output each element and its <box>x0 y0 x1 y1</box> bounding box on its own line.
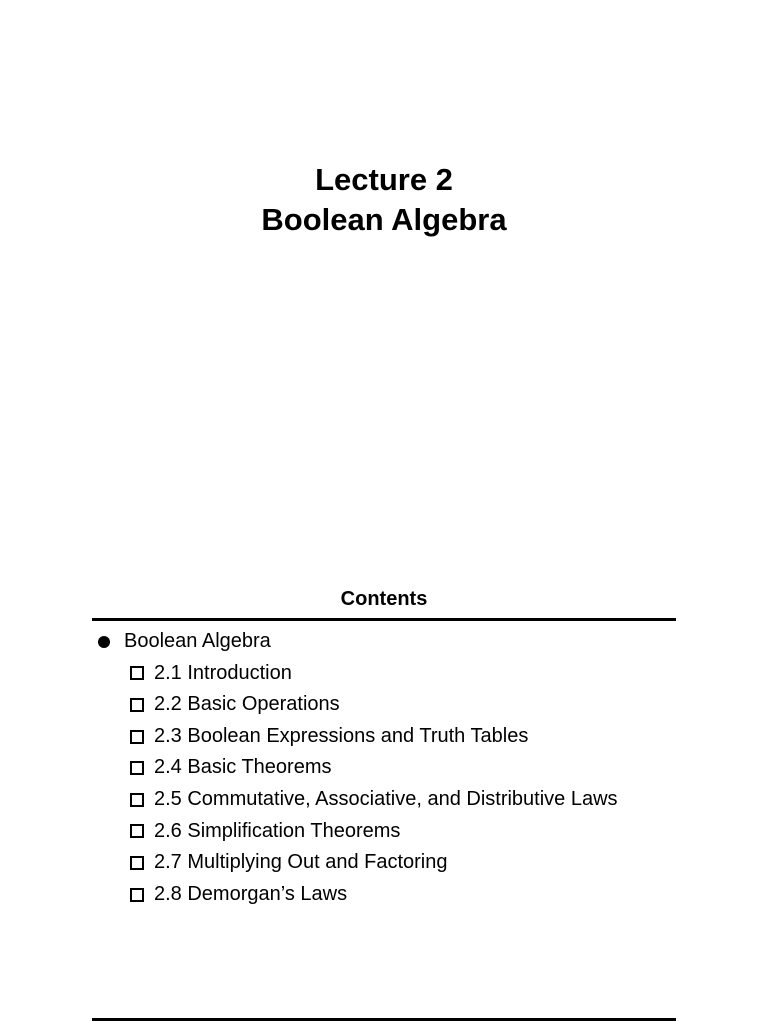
lecture-topic: Boolean Algebra <box>261 202 507 237</box>
contents-heading: Contents <box>340 588 428 610</box>
toc-sub-item-label: 2.4 Basic Theorems <box>154 756 332 779</box>
lecture-title <box>0 160 768 240</box>
toc-sub-item <box>96 752 618 784</box>
hollow-square-bullet-icon <box>130 793 144 807</box>
hollow-square-bullet-icon <box>130 666 144 680</box>
hollow-square-bullet-icon <box>130 856 144 870</box>
toc-sub-item <box>96 721 618 753</box>
toc-main-item-label: Boolean Algebra <box>124 630 271 652</box>
toc-sub-item-label: 2.5 Commutative, Associative, and Distributive Laws <box>154 787 618 810</box>
toc-sub-item-label: 2.1 Introduction <box>154 661 292 684</box>
toc-sub-item-label: 2.8 Demorgan’s Laws <box>154 882 348 905</box>
toc-sub-item-label: 2.7 Multiplying Out and Factoring <box>154 851 448 874</box>
hollow-square-bullet-icon <box>130 824 144 838</box>
contents-top-rule <box>92 618 676 621</box>
hollow-square-bullet-icon <box>130 761 144 775</box>
toc-sub-item <box>96 879 618 911</box>
filled-bullet-icon <box>98 636 110 648</box>
toc-sub-item-label: 2.6 Simplification Theorems <box>154 819 401 842</box>
toc-sub-item <box>96 816 618 848</box>
toc-main-item <box>96 626 618 658</box>
toc-sub-item <box>96 847 618 879</box>
contents-bottom-rule <box>92 1018 676 1021</box>
toc-sub-item-label: 2.3 Boolean Expressions and Truth Tables <box>154 724 529 747</box>
lecture-number: Lecture 2 <box>315 162 453 197</box>
hollow-square-bullet-icon <box>130 698 144 712</box>
toc-sub-item <box>96 658 618 690</box>
table-of-contents <box>96 626 618 910</box>
toc-sub-item-label: 2.2 Basic Operations <box>154 693 340 716</box>
toc-sub-item <box>96 784 618 816</box>
hollow-square-bullet-icon <box>130 730 144 744</box>
toc-sub-item <box>96 689 618 721</box>
hollow-square-bullet-icon <box>130 888 144 902</box>
